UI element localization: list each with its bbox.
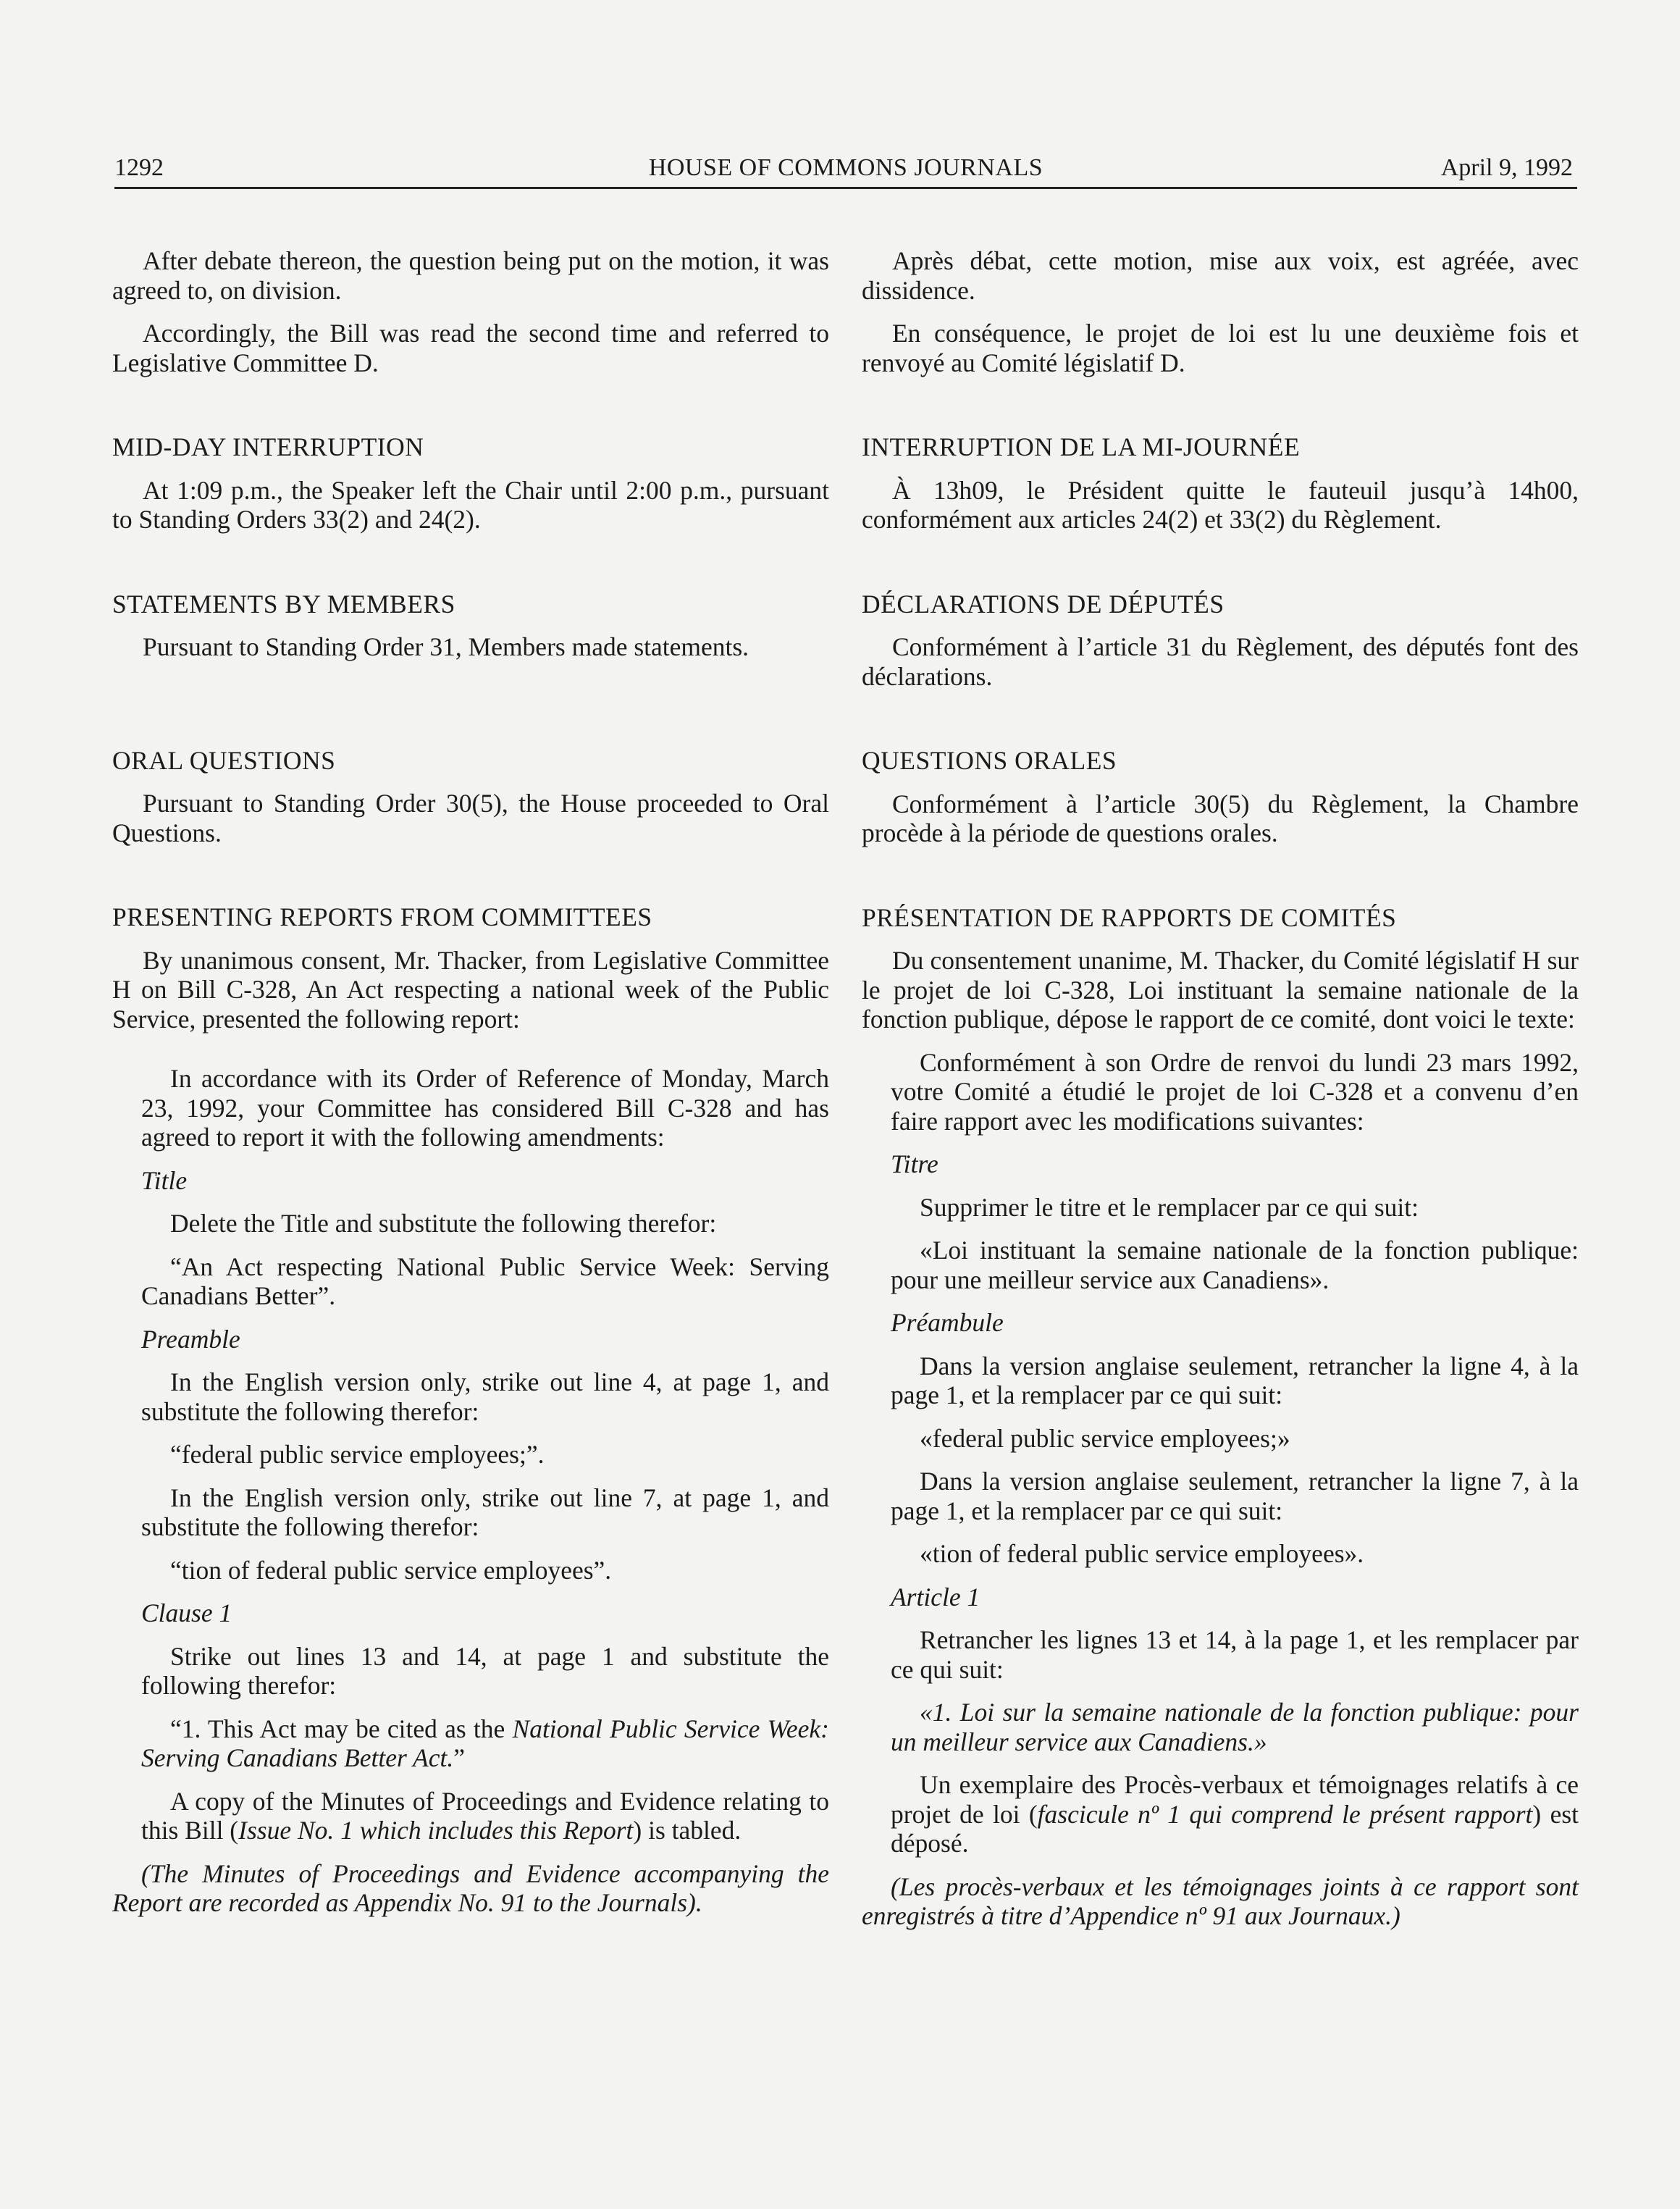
fr-preamble-text-1: «federal public service employees;» [920, 1423, 1290, 1453]
journal-title: HOUSE OF COMMONS JOURNALS [648, 154, 1043, 181]
en-label-clause: Clause 1 [141, 1598, 232, 1627]
fr-paragraph-midday: À 13h09, le Président quitte le fauteuil jusqu’à 14h00, conformément aux articles 24(2) et 33(2) du Règlement. [862, 475, 1579, 534]
fr-paragraph-oral-questions: Conformément à l’article 30(5) du Règlement, la Chambre procède à la période de questions orales. [862, 789, 1579, 847]
en-preamble-text-1: “federal public service employees;”. [170, 1440, 545, 1469]
en-title-instruction: Delete the Title and substitute the following therefor: [170, 1209, 717, 1238]
en-paragraph-debate: After debate thereon, the question being put on the motion, it was agreed to, on division. [112, 246, 829, 305]
en-paragraph-midday: At 1:09 p.m., the Speaker left the Chair until 2:00 p.m., pursuant to Standing Orders 33(2) and 24(2). [112, 475, 829, 534]
fr-paragraph-second-reading: En conséquence, le projet de loi est lu une deuxième fois et renvoyé au Comité législatif D. [862, 319, 1579, 377]
fr-label-preamble: Préambule [891, 1308, 1004, 1337]
french-column [862, 246, 1579, 1931]
fr-heading-oral-questions: QUESTIONS ORALES [862, 746, 1117, 775]
en-clause-instruction: Strike out lines 13 and 14, at page 1 and substitute the following therefor: [141, 1641, 829, 1700]
en-preamble-text-2: “tion of federal public service employees”. [170, 1555, 612, 1585]
fr-report-quote [862, 1048, 1579, 1858]
en-paragraph-statements: Pursuant to Standing Order 31, Members made statements. [143, 632, 749, 661]
fr-title-instruction: Supprimer le titre et le remplacer par ce qui suit: [920, 1192, 1419, 1222]
fr-preamble-instruction-2: Dans la version anglaise seulement, retrancher la ligne 7, à la page 1, et la remplacer par ce qui suit: [891, 1467, 1579, 1525]
en-heading-midday: MID-DAY INTERRUPTION [112, 432, 424, 461]
fr-heading-reports: PRÉSENTATION DE RAPPORTS DE COMITÉS [862, 902, 1397, 932]
fr-report-intro: Conformément à son Ordre de renvoi du lundi 23 mars 1992, votre Comité a étudié le projet de loi C-328 et a convenu d’en faire rapport avec les modifications suivantes: [891, 1047, 1579, 1136]
en-copy-tabled: A copy of the Minutes of Proceedings and Evidence relating to this Bill (Issue No. 1 which includes this Report) is tabled. [141, 1786, 829, 1845]
page-header [114, 154, 1577, 189]
fr-paragraph-statements: Conformément à l’article 31 du Règlement, des députés font des déclarations. [862, 632, 1579, 691]
english-column [112, 246, 829, 1918]
en-clause-text: “1. This Act may be cited as the National Public Service Week: Serving Canadians Better Act.” [141, 1714, 829, 1772]
fr-label-clause: Article 1 [891, 1582, 980, 1611]
fr-heading-statements: DÉCLARATIONS DE DÉPUTÉS [862, 589, 1225, 619]
fr-label-title: Titre [891, 1149, 938, 1178]
fr-paragraph-debate: Après débat, cette motion, mise aux voix, est agréée, avec dissidence. [862, 246, 1579, 305]
fr-clause-text: «1. Loi sur la semaine nationale de la fonction publique: pour un meilleur service aux Canadiens.» [891, 1698, 1579, 1756]
en-paragraph-oral-questions: Pursuant to Standing Order 30(5), the House proceeded to Oral Questions. [112, 789, 829, 847]
fr-copy-tabled: Un exemplaire des Procès-verbaux et témoignages relatifs à ce projet de loi (fascicule nº 1 qui comprend le présent rapport) est déposé. [891, 1770, 1579, 1858]
en-footnote: (The Minutes of Proceedings and Evidence accompanying the Report are recorded as Appendix No. 91 to the Journals). [112, 1858, 829, 1917]
fr-preamble-text-2: «tion of federal public service employees». [920, 1539, 1364, 1568]
en-heading-statements: STATEMENTS BY MEMBERS [112, 589, 455, 619]
en-heading-reports: PRESENTING REPORTS FROM COMMITTEES [112, 902, 652, 931]
en-title-text: “An Act respecting National Public Service Week: Serving Canadians Better”. [141, 1252, 829, 1310]
en-label-preamble: Preamble [141, 1324, 240, 1354]
page-number: 1292 [114, 154, 164, 181]
fr-title-text: «Loi instituant la semaine nationale de la fonction publique: pour une meilleur service aux Canadiens». [891, 1236, 1579, 1294]
en-report-quote [112, 1064, 829, 1845]
fr-clause-instruction: Retrancher les lignes 13 et 14, à la page 1, et les remplacer par ce qui suit: [891, 1625, 1579, 1684]
en-preamble-instruction-2: In the English version only, strike out line 7, at page 1, and substitute the following therefor: [141, 1483, 829, 1541]
fr-paragraph-reports: Du consentement unanime, M. Thacker, du Comité législatif H sur le projet de loi C-328, Loi instituant la semaine nationale de la fonction publique, dépose le rapport de ce comité, dont voici le texte: [862, 946, 1579, 1034]
en-report-intro: In accordance with its Order of Reference of Monday, March 23, 1992, your Committee has considered Bill C-328 and has agreed to report it with the following amendments: [141, 1064, 829, 1152]
en-paragraph-second-reading: Accordingly, the Bill was read the second time and referred to Legislative Committee D. [112, 319, 829, 377]
fr-preamble-instruction-1: Dans la version anglaise seulement, retrancher la ligne 4, à la page 1, et la remplacer par ce qui suit: [891, 1351, 1579, 1409]
journal-date: April 9, 1992 [1440, 154, 1573, 181]
fr-footnote: (Les procès-verbaux et les témoignages joints à ce rapport sont enregistrés à titre d’Appendice nº 91 aux Journaux.) [862, 1871, 1579, 1930]
en-preamble-instruction-1: In the English version only, strike out line 4, at page 1, and substitute the following therefor: [141, 1367, 829, 1426]
fr-heading-midday: INTERRUPTION DE LA MI-JOURNÉE [862, 432, 1301, 461]
en-label-title: Title [141, 1165, 188, 1195]
en-paragraph-reports: By unanimous consent, Mr. Thacker, from Legislative Committee H on Bill C-328, An Act respecting a national week of the Public Service, presented the following report: [112, 945, 829, 1034]
en-heading-oral-questions: ORAL QUESTIONS [112, 745, 336, 775]
